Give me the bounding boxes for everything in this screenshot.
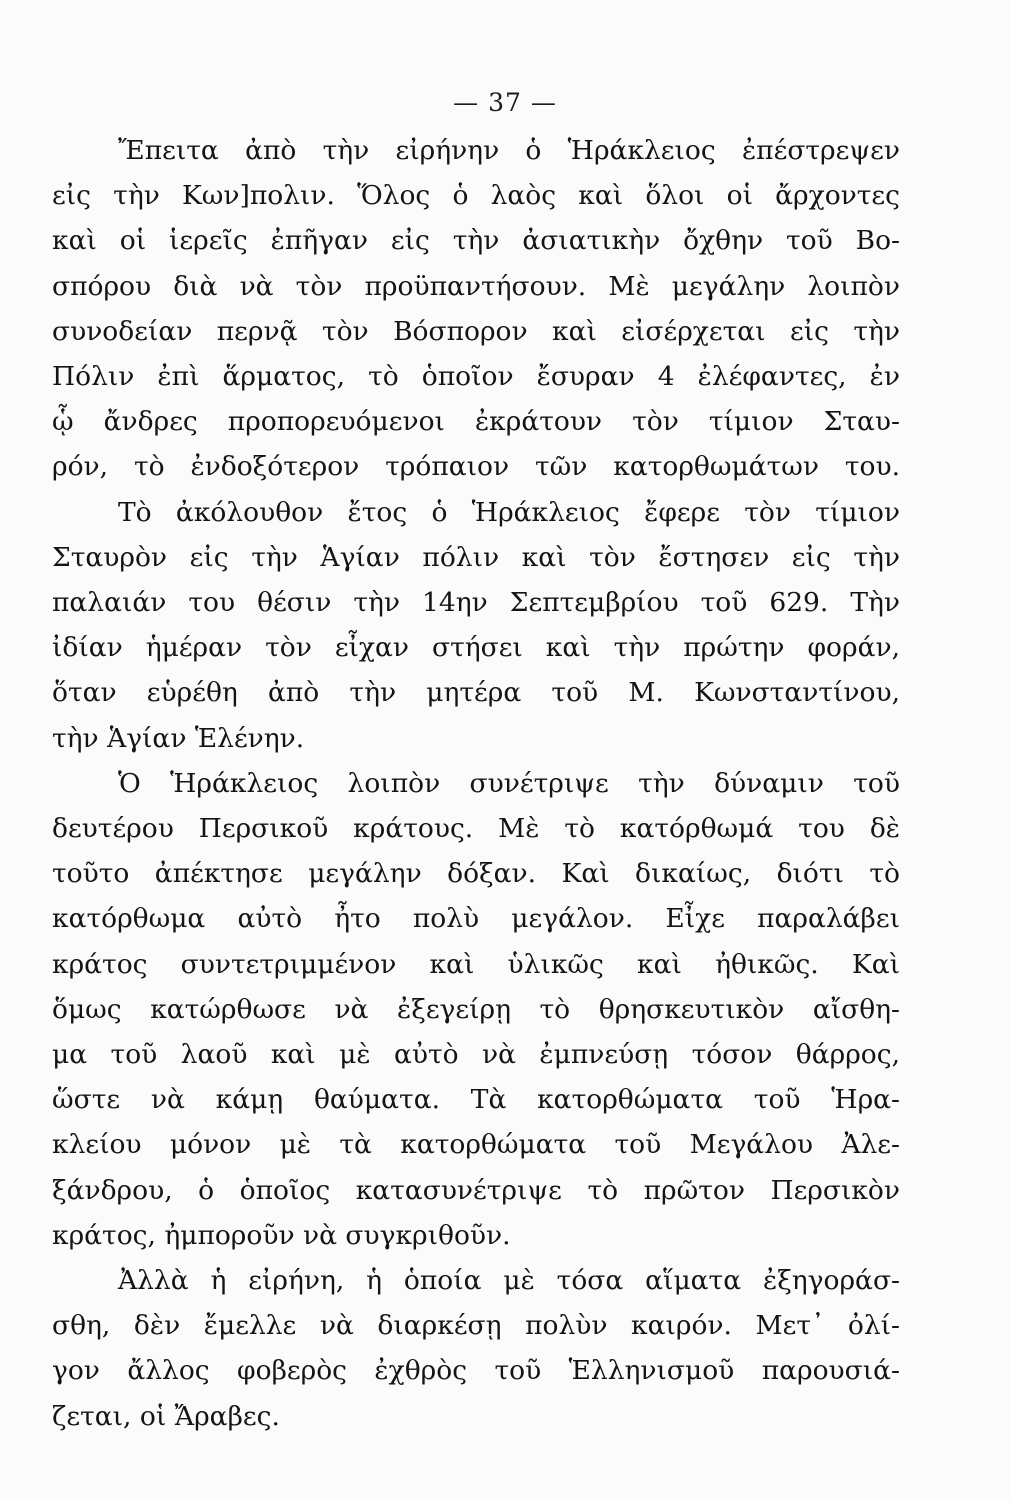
text-line: ζεται, οἱ Ἄραβες. (52, 1400, 280, 1432)
text-line: παλαιάν του θέσιν τὴν 14ην Σεπτεμβρίου τοῦ 629. Τὴν (52, 587, 900, 619)
paragraph (52, 128, 900, 490)
text-line: σθη, δὲν ἔμελλε νὰ διαρκέσῃ πολὺν καιρόν. Μετ᾽ ὀλί- (52, 1310, 900, 1342)
body-text (52, 128, 900, 1439)
text-line: μα τοῦ λαοῦ καὶ μὲ αὐτὸ νὰ ἐμπνεύσῃ τόσον θάρρος, (52, 1039, 900, 1071)
text-line: Ὁ Ἡράκλειος λοιπὸν συνέτριψε τὴν δύναμιν τοῦ (118, 767, 900, 799)
page-number: — 37 — (453, 88, 557, 117)
text-line: ἰδίαν ἡμέραν τὸν εἶχαν στήσει καὶ τὴν πρώτην φοράν, (52, 632, 900, 664)
text-line: ρόν, τὸ ἐνδοξότερον τρόπαιον τῶν κατορθωμάτων του. (52, 451, 900, 483)
text-line: σπόρου διὰ νὰ τὸν προϋπαντήσουν. Μὲ μεγάλην λοιπὸν (52, 270, 900, 302)
text-line: δευτέρου Περσικοῦ κράτους. Μὲ τὸ κατόρθωμά του δὲ (52, 813, 900, 845)
text-line: συνοδείαν περνᾷ τὸν Βόσπορον καὶ εἰσέρχεται εἰς τὴν (52, 315, 900, 347)
text-line: κλείου μόνον μὲ τὰ κατορθώματα τοῦ Μεγάλου Ἀλε- (52, 1129, 900, 1161)
paragraph (52, 1258, 900, 1439)
text-line: Ἀλλὰ ἡ εἰρήνη, ἡ ὁποία μὲ τόσα αἵματα ἐξηγοράσ- (118, 1265, 900, 1297)
text-line: ὅταν εὑρέθη ἀπὸ τὴν μητέρα τοῦ Μ. Κωνσταντίνου, (52, 677, 900, 709)
text-line: κράτος συντετριμμένον καὶ ὑλικῶς καὶ ἠθικῶς. Καὶ (52, 948, 900, 980)
text-line: καὶ οἱ ἱερεῖς ἐπῆγαν εἰς τὴν ἀσιατικὴν ὄχθην τοῦ Βο- (52, 225, 900, 257)
text-line: τὴν Ἁγίαν Ἑλένην. (52, 722, 305, 754)
text-line: Ἔπειτα ἀπὸ τὴν εἰρήνην ὁ Ἡράκλειος ἐπέστρεψεν (118, 135, 900, 166)
text-line: κράτος, ἠμποροῦν νὰ συγκριθοῦν. (52, 1219, 511, 1251)
text-line: ὥστε νὰ κάμῃ θαύματα. Τὰ κατορθώματα τοῦ Ἡρα- (52, 1084, 900, 1116)
text-line: ᾧ ἄνδρες προπορευόμενοι ἐκράτουν τὸν τίμιον Σταυ- (52, 406, 900, 438)
paragraph (52, 761, 900, 1258)
text-line: Πόλιν ἐπὶ ἅρματος, τὸ ὁποῖον ἔσυραν 4 ἐλέφαντες, ἐν (52, 361, 900, 393)
text-line: κατόρθωμα αὐτὸ ἦτο πολὺ μεγάλον. Εἶχε παραλάβει (52, 903, 900, 935)
text-line: τοῦτο ἀπέκτησε μεγάλην δόξαν. Καὶ δικαίως, διότι τὸ (52, 858, 900, 890)
text-line: ὅμως κατώρθωσε νὰ ἐξεγείρῃ τὸ θρησκευτικὸν αἴσθη- (52, 993, 900, 1025)
paragraph (52, 490, 900, 761)
text-line: Τὸ ἀκόλουθον ἔτος ὁ Ἡράκλειος ἔφερε τὸν τίμιον (118, 496, 900, 528)
text-line: ξάνδρου, ὁ ὁποῖος κατασυνέτριψε τὸ πρῶτον Περσικὸν (52, 1174, 900, 1206)
text-line: Σταυρὸν εἰς τὴν Ἁγίαν πόλιν καὶ τὸν ἔστησεν εἰς τὴν (52, 541, 900, 573)
text-line: γον ἄλλος φοβερὸς ἐχθρὸς τοῦ Ἑλληνισμοῦ παρουσιά- (52, 1355, 900, 1387)
text-line: εἰς τὴν Κων]πολιν. Ὅλος ὁ λαὸς καὶ ὅλοι οἱ ἄρχοντες (52, 180, 900, 212)
